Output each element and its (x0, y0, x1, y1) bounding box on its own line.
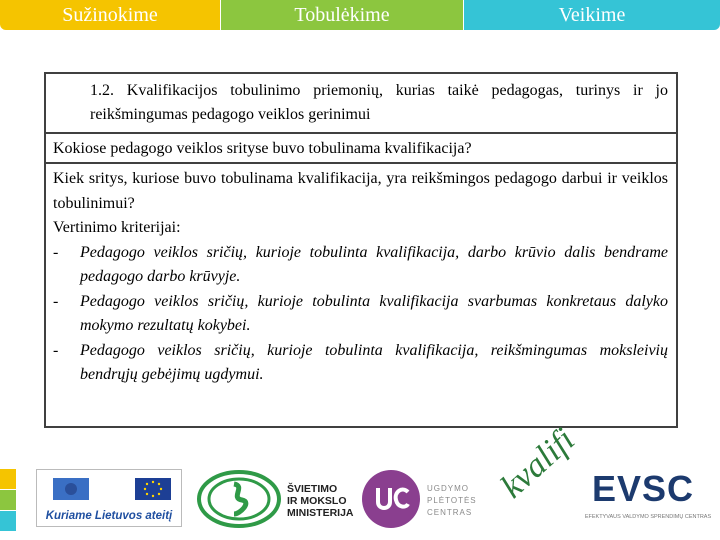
criterion-item (53, 339, 668, 388)
ministry-line: IR MOKSLO (287, 495, 347, 507)
content-table (44, 72, 678, 428)
ugdymo-line: PLĖTOTĖS (427, 496, 477, 505)
tab-tobulekime[interactable]: Tobulėkime (221, 0, 463, 30)
criterion-text: Pedagogo veiklos sričių, kurioje tobulinta kvalifikacija, darbo krūvio dalis bendrame pedagogo darbo krūvyje. (80, 243, 668, 285)
kvalifi-logo: kvalifi (494, 421, 582, 506)
evsc-logo (584, 458, 712, 530)
tab-veikime[interactable]: Veikime (464, 0, 720, 30)
evsc-letters: EVSC (592, 468, 695, 509)
ugdymo-label (427, 483, 487, 519)
section-description: Kiek sritys, kuriose buvo tobulinama kvalifikacija, yra reikšmingos pedagogo darbui ir veiklos tobulinimui? (53, 170, 668, 212)
ministry-line: ŠVIETIMO (287, 483, 338, 495)
criterion-item (53, 241, 668, 290)
bullet-dash: - (53, 341, 59, 359)
bullet-dash: - (53, 292, 59, 310)
eu-flags-icon (43, 476, 175, 504)
evsc-subtitle: EFEKTYVAUS VALDYMO SPRENDIMŲ CENTRAS (584, 514, 712, 520)
ministry-emblem-icon (196, 470, 282, 528)
upc-logo-icon (360, 468, 422, 530)
ministry-label (287, 483, 354, 519)
eu-funds-logo (36, 469, 182, 527)
section-title: 1.2. Kvalifikacijos tobulinimo priemonių, kurias taikė pedagogas, turinys ir jo reikšmingumas pedagogo veiklos gerinimui (46, 74, 676, 134)
ministry-line: MINISTERIJA (287, 507, 354, 519)
criteria-label: Vertinimo kriterijai: (53, 219, 181, 236)
section-question: Kokiose pedagogo veiklos srityse buvo tobulinama kvalifikacija? (46, 134, 676, 164)
color-side-bar (0, 469, 16, 531)
ugdymo-line: UGDYMO (427, 484, 469, 493)
tab-suzinokime[interactable]: Sužinokime (0, 0, 220, 30)
eu-slogan: Kuriame Lietuvos ateitį (45, 510, 173, 522)
top-tab-bar (0, 0, 720, 31)
section-body (46, 164, 676, 388)
criterion-text: Pedagogo veiklos sričių, kurioje tobulinta kvalifikacija svarbumas konkretaus dalyko mokymo rezultatų kokybei. (80, 292, 668, 334)
ugdymo-line: CENTRAS (427, 508, 473, 517)
criterion-item (53, 290, 668, 339)
bullet-dash: - (53, 243, 59, 261)
criterion-text: Pedagogo veiklos sričių, kurioje tobulinta kvalifikacija, reikšmingumas moksleivių bendrųjų gebėjimų ugdymui. (80, 341, 668, 383)
